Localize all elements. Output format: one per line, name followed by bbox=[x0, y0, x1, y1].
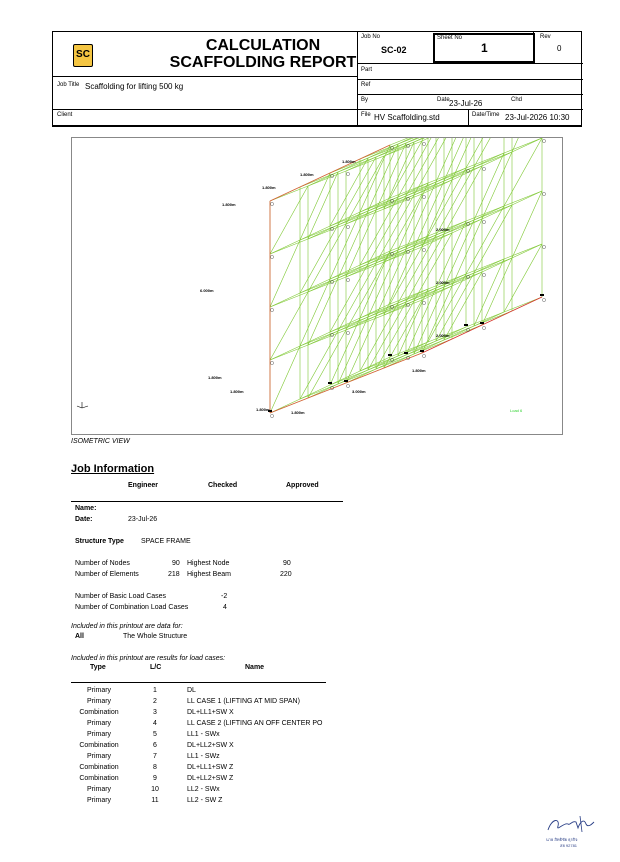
diagram-caption: ISOMETRIC VIEW bbox=[71, 438, 130, 445]
frame-member bbox=[346, 316, 376, 330]
basic-lc: -2 bbox=[221, 593, 228, 600]
lc-lc: 5 bbox=[153, 731, 157, 738]
frame-member bbox=[376, 302, 406, 316]
lc-name: DL+LL2+SW Z bbox=[187, 775, 234, 782]
frame-member bbox=[398, 138, 428, 144]
frame-member bbox=[368, 196, 406, 264]
frame-member bbox=[300, 226, 330, 240]
lc-lc: 10 bbox=[151, 786, 159, 793]
isometric-view bbox=[71, 137, 563, 435]
lc-name: DL+LL1+SW Z bbox=[187, 764, 234, 771]
frame-member bbox=[308, 171, 346, 186]
node-marker bbox=[270, 308, 273, 311]
lc-name: DL bbox=[187, 687, 196, 694]
support-icon bbox=[464, 324, 468, 326]
load-case-label: Load 6 bbox=[510, 408, 523, 413]
name-label: Name: bbox=[75, 505, 97, 512]
frame-member bbox=[422, 233, 452, 247]
frame-member bbox=[346, 263, 376, 277]
structure-type: SPACE FRAME bbox=[141, 538, 191, 545]
frame-member bbox=[376, 249, 406, 263]
frame-member bbox=[406, 288, 436, 302]
sheet-no: 1 bbox=[481, 41, 488, 55]
frame-member bbox=[376, 195, 414, 263]
col-lc: L/C bbox=[150, 664, 162, 671]
frame-member bbox=[444, 272, 482, 340]
axis-triad-icon bbox=[77, 402, 88, 408]
frame-member bbox=[444, 167, 474, 181]
frame-member bbox=[504, 244, 542, 312]
node-marker bbox=[422, 248, 425, 251]
date: 23-Jul-26 bbox=[449, 99, 483, 108]
datetime-label: Date/Time bbox=[472, 112, 500, 118]
highest-beam-label: Highest Beam bbox=[187, 571, 231, 578]
support-icon bbox=[328, 382, 332, 384]
lc-lc: 7 bbox=[153, 753, 157, 760]
lc-name: LL2 - SW Z bbox=[187, 797, 223, 804]
frame-member bbox=[346, 262, 384, 330]
frame-member bbox=[452, 219, 482, 233]
node-marker bbox=[422, 142, 425, 145]
frame-member bbox=[368, 250, 398, 264]
lc-lc: 1 bbox=[153, 687, 157, 694]
frame-member bbox=[360, 197, 398, 265]
frame-member bbox=[466, 138, 504, 168]
frame-member bbox=[474, 205, 512, 273]
frame-member bbox=[308, 330, 346, 398]
frame-member bbox=[482, 205, 512, 219]
frame-member bbox=[436, 167, 474, 235]
node-marker bbox=[422, 195, 425, 198]
frame-member bbox=[270, 345, 308, 360]
frame-member bbox=[346, 156, 384, 224]
dim-label: 1.800m bbox=[256, 407, 270, 412]
frame-member bbox=[504, 138, 542, 206]
frame-member bbox=[414, 234, 444, 248]
frame-member bbox=[368, 303, 398, 317]
frame-member bbox=[482, 258, 512, 272]
lc-type: Combination bbox=[79, 775, 119, 782]
frame-member bbox=[504, 138, 542, 153]
frame-member bbox=[466, 206, 504, 221]
divider bbox=[71, 682, 326, 683]
frame-member bbox=[406, 235, 436, 249]
num-elements: 218 bbox=[168, 571, 180, 578]
company-logo: SC bbox=[73, 44, 93, 67]
dim-label: 1.800m bbox=[230, 389, 244, 394]
client-label: Client bbox=[57, 112, 73, 118]
node-marker bbox=[270, 361, 273, 364]
lc-type: Primary bbox=[86, 786, 112, 793]
dim-label: 3.000m bbox=[352, 389, 366, 394]
frame-member bbox=[338, 157, 376, 225]
file-name: HV Scaffolding.std bbox=[374, 113, 440, 122]
frame-member bbox=[308, 225, 338, 239]
node-marker bbox=[270, 202, 273, 205]
frame-member bbox=[512, 138, 542, 152]
col-engineer: Engineer bbox=[128, 482, 158, 489]
ref-label: Ref bbox=[361, 82, 371, 88]
frame-member bbox=[330, 371, 360, 385]
node-marker bbox=[346, 225, 349, 228]
rev: 0 bbox=[557, 44, 562, 53]
frame-member bbox=[338, 370, 368, 384]
frame-member bbox=[466, 206, 504, 274]
dim-label: 1.800m bbox=[342, 159, 356, 164]
lc-type: Primary bbox=[86, 687, 112, 694]
frame-member bbox=[406, 234, 444, 302]
frame-member bbox=[270, 292, 308, 360]
title-line-1: CALCULATION bbox=[205, 37, 321, 54]
node-marker bbox=[270, 255, 273, 258]
dim-label: 1.800m bbox=[412, 368, 426, 373]
node-marker bbox=[346, 278, 349, 281]
lc-lc: 9 bbox=[153, 775, 157, 782]
lc-type: Primary bbox=[86, 797, 112, 804]
signature bbox=[540, 812, 600, 848]
frame-member bbox=[300, 225, 338, 293]
frame-member bbox=[338, 211, 368, 225]
highest-node-label: Highest Node bbox=[187, 560, 230, 567]
node-marker bbox=[422, 301, 425, 304]
highest-node: 90 bbox=[283, 560, 291, 567]
frame-member bbox=[466, 312, 504, 327]
all-value: The Whole Structure bbox=[123, 633, 188, 640]
dim-label: 2.000m bbox=[436, 227, 450, 232]
lc-name: DL+LL2+SW X bbox=[187, 742, 234, 749]
node-marker bbox=[482, 167, 485, 170]
divider bbox=[71, 501, 343, 502]
by-label: By bbox=[361, 97, 369, 103]
report-header bbox=[52, 31, 582, 127]
title-line-2: SCAFFOLDING REPORT bbox=[169, 54, 357, 71]
frame-member bbox=[368, 302, 406, 370]
dim-label: 1.800m bbox=[222, 202, 236, 207]
node-marker bbox=[482, 273, 485, 276]
frame-member bbox=[452, 272, 482, 286]
lc-name: LL CASE 1 (LIFTING AT MID SPAN) bbox=[187, 698, 300, 705]
signature-mark bbox=[540, 812, 600, 838]
frame-member bbox=[360, 357, 390, 371]
col-type: Type bbox=[90, 664, 106, 671]
frame-member bbox=[406, 341, 436, 355]
frame-member bbox=[368, 355, 406, 370]
job-no-label: Job No bbox=[361, 34, 381, 40]
frame-member bbox=[414, 287, 444, 301]
frame-member bbox=[414, 138, 452, 142]
frame-member bbox=[368, 197, 398, 211]
frame-member bbox=[300, 332, 330, 346]
lc-type: Combination bbox=[79, 709, 119, 716]
node-marker bbox=[482, 326, 485, 329]
lc-name: LL2 - SWx bbox=[187, 786, 220, 793]
frame-member bbox=[330, 318, 360, 332]
lc-lc: 3 bbox=[153, 709, 157, 716]
node-marker bbox=[346, 384, 349, 387]
col-name: Name bbox=[245, 664, 265, 671]
frame-member bbox=[308, 331, 338, 345]
node-marker bbox=[422, 354, 425, 357]
frame-member bbox=[346, 210, 376, 224]
frame-member bbox=[436, 168, 466, 182]
lc-name: LL1 - SWx bbox=[187, 731, 220, 738]
frame-member bbox=[414, 181, 444, 195]
lc-type: Combination bbox=[79, 742, 119, 749]
frame-member bbox=[270, 346, 300, 360]
node-marker bbox=[346, 172, 349, 175]
frame-member bbox=[512, 244, 542, 258]
job-title-label: Job Title bbox=[57, 82, 80, 88]
frame-member bbox=[330, 264, 368, 332]
dim-label: 2.000m bbox=[436, 280, 450, 285]
frame-member bbox=[384, 195, 414, 209]
dim-label: 1.800m bbox=[291, 410, 305, 415]
lc-lc: 8 bbox=[153, 764, 157, 771]
date-label: Date bbox=[437, 97, 450, 103]
lc-lc: 11 bbox=[151, 797, 159, 804]
node-marker bbox=[270, 414, 273, 417]
frame-member bbox=[414, 340, 444, 354]
support-icon bbox=[540, 294, 544, 296]
dim-label: 2.000m bbox=[436, 333, 450, 338]
job-title: Scaffolding for lifting 500 kg bbox=[85, 82, 184, 91]
comb-lc: 4 bbox=[223, 604, 227, 611]
support-icon bbox=[480, 322, 484, 324]
frame-member bbox=[368, 144, 398, 158]
dim-label: 1.800m bbox=[300, 172, 314, 177]
frame-member bbox=[376, 355, 406, 369]
support-icon bbox=[344, 380, 348, 382]
frame-member bbox=[308, 224, 346, 292]
frame-member bbox=[406, 182, 436, 196]
lc-name: LL1 - SWz bbox=[187, 753, 220, 760]
basic-lc-label: Number of Basic Load Cases bbox=[75, 593, 167, 600]
frame-member bbox=[338, 264, 368, 278]
frame-member bbox=[330, 265, 360, 279]
dim-label: 1.800m bbox=[262, 185, 276, 190]
lc-name: DL+LL1+SW X bbox=[187, 709, 234, 716]
structure-type-label: Structure Type bbox=[75, 538, 124, 545]
frame-member bbox=[330, 158, 368, 226]
col-approved: Approved bbox=[286, 482, 319, 489]
dim-label: 1.800m bbox=[208, 375, 222, 380]
frame-member bbox=[512, 191, 542, 205]
frame-member bbox=[428, 168, 466, 236]
frame-member bbox=[308, 278, 338, 292]
frame-member bbox=[452, 166, 482, 180]
frame-member bbox=[300, 279, 330, 293]
frame-member bbox=[384, 301, 414, 315]
frame-member bbox=[330, 212, 360, 226]
lc-name: LL CASE 2 (LIFTING AN OFF CENTER PO bbox=[187, 720, 323, 727]
node-marker bbox=[482, 220, 485, 223]
frame-member bbox=[376, 143, 406, 157]
num-nodes: 90 bbox=[172, 560, 180, 567]
sheet-no-label: Sheet No bbox=[437, 35, 463, 41]
highest-beam: 220 bbox=[280, 571, 292, 578]
frame-member bbox=[270, 239, 308, 254]
included-data-label: Included in this printout are data for: bbox=[71, 623, 183, 630]
job-information-title: Job Information bbox=[71, 463, 155, 475]
part-label: Part bbox=[361, 67, 373, 73]
num-elements-label: Number of Elements bbox=[75, 571, 139, 578]
lc-type: Primary bbox=[86, 731, 112, 738]
frame-member bbox=[444, 166, 482, 234]
frame-member bbox=[346, 209, 384, 224]
node-marker bbox=[542, 192, 545, 195]
frame-member bbox=[474, 312, 504, 326]
frame-member bbox=[270, 186, 308, 254]
report-title bbox=[123, 37, 403, 71]
frame-member bbox=[398, 183, 428, 197]
chd-label: Chd bbox=[511, 97, 523, 103]
frame-member bbox=[346, 315, 384, 330]
support-icon bbox=[404, 352, 408, 354]
frame-member bbox=[428, 168, 466, 183]
num-nodes-label: Number of Nodes bbox=[75, 560, 130, 567]
lc-lc: 6 bbox=[153, 742, 157, 749]
frame-member bbox=[360, 303, 398, 371]
frame-member bbox=[308, 277, 346, 292]
frame-member bbox=[338, 317, 368, 331]
lc-type: Primary bbox=[86, 720, 112, 727]
job-no: SC-02 bbox=[381, 45, 407, 55]
datetime: 23-Jul-2026 10:30 bbox=[505, 113, 570, 122]
file-label: File bbox=[361, 112, 371, 118]
frame-member bbox=[398, 235, 436, 303]
dim-label: 6.000m bbox=[200, 288, 214, 293]
frame-member bbox=[414, 233, 452, 301]
frame-member bbox=[376, 196, 406, 210]
lc-type: Combination bbox=[79, 764, 119, 771]
frame-member bbox=[474, 206, 504, 220]
lc-lc: 4 bbox=[153, 720, 157, 727]
lc-type: Primary bbox=[86, 753, 112, 760]
support-icon bbox=[388, 354, 392, 356]
frame-member bbox=[270, 240, 300, 254]
frame-member bbox=[368, 356, 398, 370]
frame-member bbox=[504, 244, 542, 259]
frame-member bbox=[398, 289, 428, 303]
node-marker bbox=[346, 331, 349, 334]
frame-member bbox=[474, 153, 504, 167]
frame-member bbox=[300, 385, 330, 399]
frame-member bbox=[270, 293, 300, 307]
date-label: Date: bbox=[75, 516, 93, 523]
node-marker bbox=[542, 245, 545, 248]
all-label: All bbox=[75, 633, 84, 640]
support-icon bbox=[420, 350, 424, 352]
date-value: 23-Jul-26 bbox=[128, 516, 158, 523]
frame-member bbox=[360, 251, 390, 265]
scaffold-frame-drawing bbox=[72, 138, 562, 434]
frame-member bbox=[338, 263, 376, 331]
lc-lc: 2 bbox=[153, 698, 157, 705]
lc-type: Primary bbox=[86, 698, 112, 705]
included-results-label: Included in this printout are results for load cases: bbox=[71, 655, 226, 662]
comb-lc-label: Number of Combination Load Cases bbox=[75, 604, 189, 611]
rev-label: Rev bbox=[540, 34, 551, 40]
node-marker bbox=[542, 298, 545, 301]
signature-license: สย 92781 bbox=[560, 843, 578, 848]
signature-name: นาย สิทธิชัย ธุรกิจ bbox=[546, 837, 578, 842]
frame-member bbox=[474, 259, 504, 273]
col-checked: Checked bbox=[208, 482, 238, 489]
node-marker bbox=[542, 139, 545, 142]
frame-member bbox=[482, 152, 512, 166]
